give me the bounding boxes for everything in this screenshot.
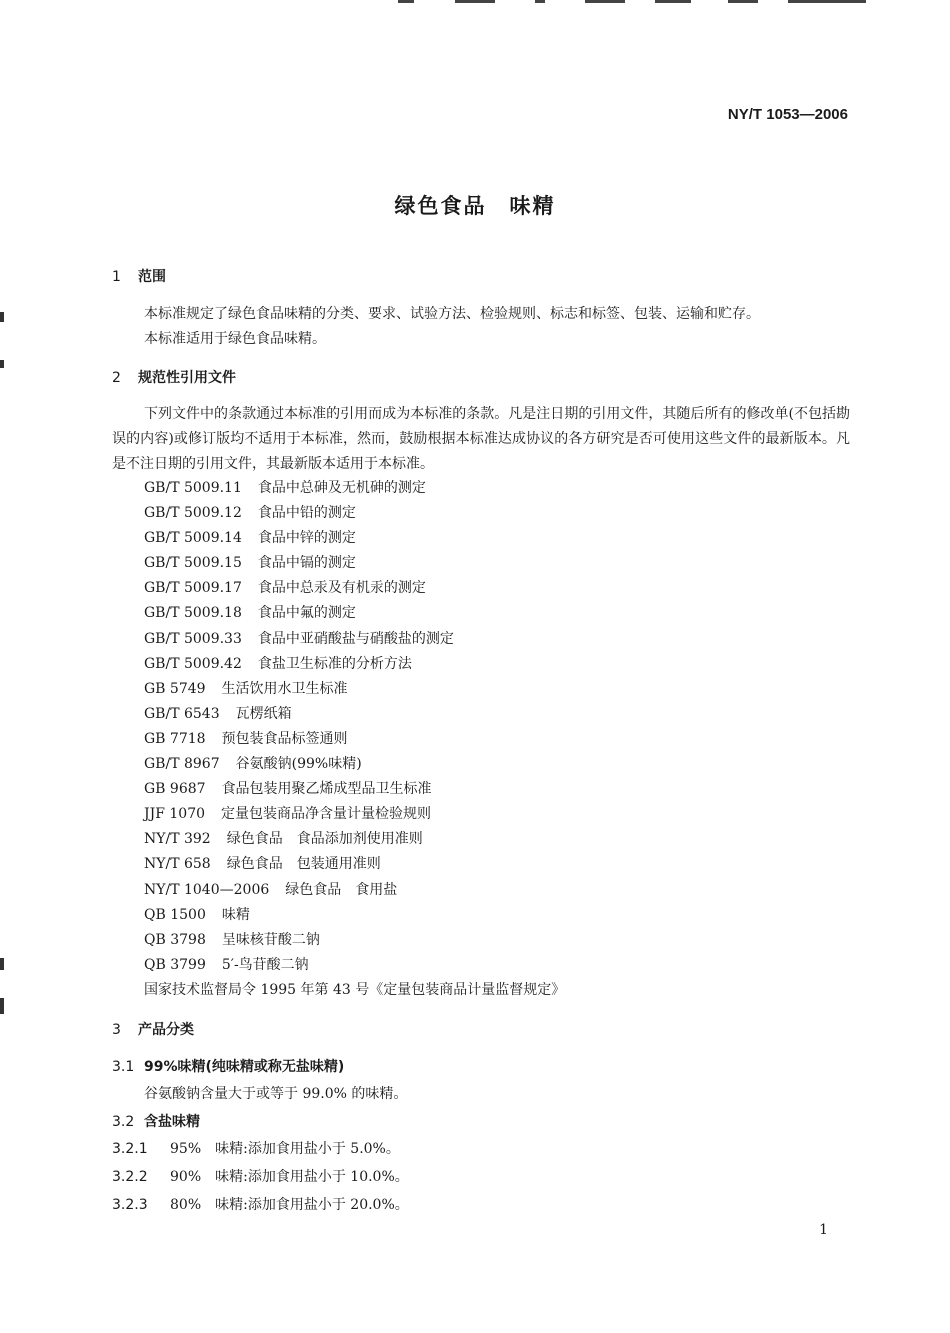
section-title: 规范性引用文件	[138, 370, 236, 386]
clause-number: 3.2	[112, 1114, 135, 1130]
scan-artifact	[0, 312, 4, 322]
scan-artifact	[398, 0, 414, 3]
scan-artifact	[0, 360, 4, 368]
reference-item	[144, 777, 565, 802]
reference-code: GB 5749	[144, 680, 206, 697]
section-3-heading	[112, 1019, 194, 1039]
section-number: 1	[112, 269, 121, 285]
reference-item	[144, 652, 565, 677]
reference-item	[144, 878, 565, 903]
reference-code: GB/T 5009.14	[144, 530, 242, 547]
reference-item	[144, 978, 565, 1003]
reference-code: NY/T 1040—2006	[144, 881, 270, 898]
scan-artifact	[455, 0, 495, 3]
section-title: 产品分类	[138, 1022, 194, 1038]
reference-title: 定量包装商品净含量计量检验规则	[221, 806, 432, 823]
reference-code: GB/T 5009.15	[144, 555, 242, 572]
reference-code: NY/T 658	[144, 856, 211, 873]
clause-3-2-3	[112, 1194, 409, 1214]
scan-artifact	[655, 0, 691, 3]
clause-number: 3.1	[112, 1059, 135, 1075]
section-number: 3	[112, 1022, 121, 1038]
clause-title: 99%味精(纯味精或称无盐味精)	[144, 1059, 345, 1075]
reference-title: 味精	[221, 906, 250, 923]
clause-text: 90% 味精:添加食用盐小于 10.0%。	[170, 1169, 409, 1185]
reference-code: QB 3798	[144, 931, 206, 948]
reference-code: GB 7718	[144, 730, 206, 747]
clause-3-2-heading	[112, 1111, 200, 1131]
reference-code: GB/T 5009.17	[144, 580, 242, 597]
reference-title: 瓦楞纸箱	[235, 705, 292, 722]
clause-number: 3.2.1	[112, 1141, 148, 1157]
reference-code: NY/T 392	[144, 831, 211, 848]
document-title: 绿色食品 味精	[394, 194, 556, 218]
reference-item	[144, 852, 565, 877]
reference-code: GB/T 6543	[144, 705, 220, 722]
reference-code: JJF 1070	[144, 806, 206, 823]
clause-text: 95% 味精:添加食用盐小于 5.0%。	[170, 1141, 400, 1157]
section-2-heading	[112, 367, 236, 387]
reference-code: GB/T 5009.33	[144, 630, 242, 647]
clause-3-1-heading	[112, 1056, 344, 1076]
reference-item	[144, 551, 565, 576]
normative-references-paragraph: 下列文件中的条款通过本标准的引用而成为本标准的条款。凡是注日期的引用文件，其随后所有的修改单(不包括勘误的内容)或修订版均不适用于本标准，然而，鼓励根据本标准达成协议的各方研究是否可使用这些文件的最新版本。凡是不注日期的引用文件，其最新版本适用于本标准。	[112, 406, 850, 472]
reference-item	[144, 953, 565, 978]
reference-item	[144, 501, 565, 526]
reference-title: 绿色食品 包装通用准则	[226, 856, 381, 873]
clause-number: 3.2.3	[112, 1197, 148, 1213]
reference-list	[144, 476, 565, 1003]
reference-code: GB/T 5009.42	[144, 655, 242, 672]
scan-artifact	[788, 0, 866, 3]
reference-title: 食盐卫生标准的分析方法	[257, 655, 412, 672]
reference-item	[144, 476, 565, 501]
clause-3-2-1	[112, 1138, 400, 1158]
reference-title: 食品中锌的测定	[257, 530, 356, 547]
scan-artifact	[535, 0, 545, 3]
reference-title: 食品中氟的测定	[257, 605, 356, 622]
reference-title: 谷氨酸钠(99%味精)	[235, 756, 362, 773]
clause-3-2-2	[112, 1166, 409, 1186]
reference-item	[144, 677, 565, 702]
reference-code: GB/T 5009.18	[144, 605, 242, 622]
page-number: 1	[819, 1222, 828, 1238]
reference-code: GB/T 5009.11	[144, 480, 242, 496]
clause-title: 含盐味精	[144, 1114, 200, 1130]
reference-item	[144, 627, 565, 652]
reference-title: 5′-鸟苷酸二钠	[221, 956, 309, 973]
reference-item	[144, 702, 565, 727]
scope-paragraph-2: 本标准适用于绿色食品味精。	[144, 331, 326, 347]
reference-title: 食品包装用聚乙烯成型品卫生标准	[221, 781, 432, 798]
reference-title: 食品中镉的测定	[257, 555, 356, 572]
reference-title: 国家技术监督局令 1995 年第 43 号《定量包装商品计量监督规定》	[144, 981, 566, 998]
section-1-heading	[112, 266, 166, 286]
reference-title: 呈味核苷酸二钠	[221, 931, 320, 948]
reference-code: QB 1500	[144, 906, 206, 923]
reference-item	[144, 928, 565, 953]
reference-title: 食品中总砷及无机砷的测定	[257, 480, 426, 496]
section-number: 2	[112, 370, 121, 386]
reference-item	[144, 752, 565, 777]
scan-artifact	[728, 0, 758, 3]
reference-code: GB/T 8967	[144, 756, 220, 773]
reference-title: 食品中铅的测定	[257, 505, 356, 522]
reference-code: GB 9687	[144, 781, 206, 798]
reference-title: 食品中总汞及有机汞的测定	[257, 580, 426, 597]
scan-artifact	[585, 0, 625, 3]
reference-item	[144, 576, 565, 601]
scope-paragraph-1: 本标准规定了绿色食品味精的分类、要求、试验方法、检验规则、标志和标签、包装、运输和贮存。	[144, 306, 760, 322]
reference-item	[144, 802, 565, 827]
reference-code: QB 3799	[144, 956, 206, 973]
reference-title: 食品中亚硝酸盐与硝酸盐的测定	[257, 630, 454, 647]
reference-item	[144, 601, 565, 626]
standard-number: NY/T 1053—2006	[727, 106, 848, 123]
reference-item	[144, 903, 565, 928]
reference-item	[144, 827, 565, 852]
reference-title: 预包装食品标签通则	[221, 730, 348, 747]
reference-item	[144, 526, 565, 551]
reference-title: 绿色食品 食品添加剂使用准则	[226, 831, 423, 848]
scan-artifact	[0, 998, 4, 1014]
section-title: 范围	[138, 269, 166, 285]
reference-code: GB/T 5009.12	[144, 505, 242, 522]
reference-title: 生活饮用水卫生标准	[221, 680, 348, 697]
clause-3-1-text: 谷氨酸钠含量大于或等于 99.0% 的味精。	[144, 1086, 408, 1102]
clause-text: 80% 味精:添加食用盐小于 20.0%。	[170, 1197, 409, 1213]
reference-item	[144, 727, 565, 752]
clause-number: 3.2.2	[112, 1169, 148, 1185]
scan-artifact	[0, 958, 4, 970]
reference-title: 绿色食品 食用盐	[285, 881, 398, 898]
